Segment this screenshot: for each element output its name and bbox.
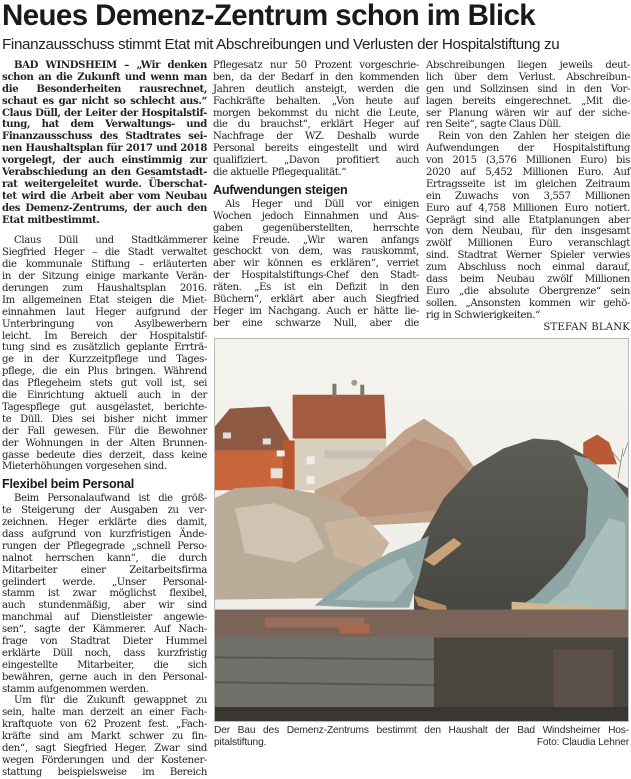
text-line: tung sind es zusätzlich geplante Errträ- xyxy=(2,342,207,354)
text-line: gasse bedeute dies derzeit, dass keine xyxy=(2,449,207,461)
text-line: Mieterhöhungen vorgesehen sind. xyxy=(2,461,167,473)
text-line: von 2015 (3,576 Millionen Euro) bis xyxy=(426,155,630,167)
text-line: der Wohnungen in der Alten Brunnen- xyxy=(2,437,207,449)
text-line: bewähren, gerne auch in den Personal- xyxy=(2,671,207,683)
text-line: stamm ist zwar möglichst flexibel, xyxy=(2,588,207,600)
text-line: stamm aufgenommen werden. xyxy=(2,683,149,695)
text-line: Claus Düll und Stadtkämmerer xyxy=(14,235,207,247)
text-line: gelindert werde. „Unser Personal- xyxy=(2,576,207,588)
text-line: Um für die Zukunft gewappnet zu xyxy=(14,695,207,707)
text-line: Euro „die absolute Obergrenze“ sein xyxy=(426,285,630,297)
text-line: Finanzausschuss des Stadtrates sei- xyxy=(2,131,207,143)
text-line: derungen zum Haushaltsplan 2016. xyxy=(2,283,207,295)
text-line: ein Zuwachs von 3,557 Millionen xyxy=(426,190,630,202)
text-line: schon an die Zukunft und wenn man xyxy=(2,71,207,83)
text-line: auch stundenmäßig, aber wir sind xyxy=(2,600,207,612)
text-line: Claus Düll, der Leiter der Hospitalstif- xyxy=(2,107,207,119)
text-line: lagen bereits eingerechnet. „Mit die- xyxy=(426,95,630,107)
text-line: qualifiziert. „Davon profitiert auch xyxy=(213,155,419,167)
text-line: ben, da der Bedarf in den kommenden xyxy=(213,71,419,83)
paragraph xyxy=(213,199,419,330)
text-line: zum Abschluss noch einmal darauf, xyxy=(426,262,630,274)
text-line: Heger im Nachgang. Auch er hätte lie- xyxy=(213,305,419,317)
article-column-2 xyxy=(213,60,419,330)
text-line: rungen der Pflegegrade „schnell Perso- xyxy=(2,540,207,552)
article-column-1 xyxy=(2,60,207,779)
text-line: der Fall gewesen. Für die Bewohner xyxy=(2,425,207,437)
text-line: frage von Stadtrat Dieter Hummel xyxy=(2,635,207,647)
text-line: die du brauchst“, erklärt Heger auf xyxy=(213,119,419,131)
text-line: kräfte sind am Markt schwer zu fin- xyxy=(2,731,207,743)
text-line: zwölf Millionen Euro veranschlagt xyxy=(426,238,630,250)
text-line: ser Planung wären wir auf der siche- xyxy=(426,107,630,119)
text-line: kraftquote von 62 Prozent fest. „Fach- xyxy=(2,719,207,731)
text-line: nen Haushaltsplan für 2017 und 2018 xyxy=(2,143,207,155)
paragraph xyxy=(213,60,419,179)
text-line: Verabschiedung an den Gesamtstadt- xyxy=(2,167,207,179)
caption-text-continued: pitalstiftung. xyxy=(214,737,267,748)
text-line: die kommunale Stiftung – erläuterten xyxy=(2,259,207,271)
text-line: ren Seite“, sagte Claus Düll. xyxy=(426,119,562,131)
text-line: Als Heger und Düll vor einigen xyxy=(225,198,419,210)
text-line: Mitarbeiter einer Zeitarbeitsfirma xyxy=(2,564,207,576)
text-line: das Pflegeheim stets gut voll ist, sei xyxy=(2,378,207,390)
text-line: morgen bekommst du nicht die Leute, xyxy=(213,107,419,119)
text-line: die aktuelle Pflegequalität.“ xyxy=(213,167,347,179)
section-heading: Flexibel beim Personal xyxy=(2,477,135,492)
text-line: tung, hat dem Verwaltungs- und xyxy=(2,119,207,131)
section-heading: Aufwendungen steigen xyxy=(213,182,348,197)
text-line: den“, sagt Siegfried Heger. Zwar sind xyxy=(2,742,207,754)
text-line: sein, halte man derzeit an einer Fach- xyxy=(2,707,207,719)
text-line: Wochen jedoch Einnahmen und Aus- xyxy=(213,210,419,222)
text-line: Beim Personalaufwand ist die größ- xyxy=(14,493,207,505)
text-line: Abschreibungen liegen jeweils deut- xyxy=(426,60,630,71)
text-line: vorgelegt, der auch einstimmig zur xyxy=(2,155,207,167)
author-byline: STEFAN BLANK xyxy=(543,321,630,333)
text-line: die Besonderheiten rausrechnet, xyxy=(2,83,207,95)
text-line: tet wird die Arbeit aber vom Neubau xyxy=(2,190,207,202)
text-line: nalnot herrschen kann“, die durch xyxy=(2,552,207,564)
text-line: pflege, die ein Plus bringen. Während xyxy=(2,366,207,378)
text-line: 2020 auf 5,452 Millionen Euro. Auf xyxy=(426,167,630,179)
text-line: te Düll. Dies sei bisher nicht immer xyxy=(2,413,207,425)
text-line: Ertragsseite ist im gleichen Zeitraum xyxy=(426,178,630,190)
text-line: BAD WINDSHEIM – „Wir denken xyxy=(14,60,207,71)
text-line: sind. Stadtrat Werner Spieler verwies xyxy=(426,250,630,262)
text-line: gaben gegenüberstellten, herrschte xyxy=(213,222,419,234)
text-line: dass aufgrund von kurzfristigen Ände- xyxy=(2,528,207,540)
article-lede xyxy=(2,60,207,226)
text-line: te Steigerung der Ausgaben zu ver- xyxy=(2,505,207,517)
text-line: eingestellte Mitarbeiter, die sich xyxy=(2,659,207,671)
text-line: die Einrichtung aktuell auch in der xyxy=(2,390,207,402)
text-line: ge in der Kurzzeitpflege und Tages- xyxy=(2,354,207,366)
text-line: erklärte Düll noch, dass kurzfristig xyxy=(2,647,207,659)
text-line: wegen Förderungen und der Kostener- xyxy=(2,754,207,766)
text-line: in der Sitzung einige markante Verän- xyxy=(2,271,207,283)
text-line: gen und Sollzinsen sind in den Vor- xyxy=(426,83,630,95)
article-subheadline: Finanzausschuss stimmt Etat mit Abschreibungen und Verlusten der Hospitalstiftung zu xyxy=(2,36,560,53)
text-line: Im allgemeinen Etat steigen die Miet- xyxy=(2,294,207,306)
text-line: Jahren deutlich ansteigt, werden die xyxy=(213,83,419,95)
text-line: der Hospitalstiftungs-Chef den Stadt- xyxy=(213,270,419,282)
text-line: einnahmen laut Heger aufgrund der xyxy=(2,306,207,318)
article-photo xyxy=(214,338,629,722)
text-line: räten. „Es ist ein Defizit in den xyxy=(213,282,419,294)
text-line: leicht. Im Bereich der Hospitalstif- xyxy=(2,330,207,342)
photo-credit: Foto: Claudia Lehner xyxy=(536,737,629,748)
paragraph xyxy=(2,695,207,778)
text-line: schaut es gar nicht so schlecht aus.“ xyxy=(2,95,207,107)
text-line: Unterbringung von Asylbewerbern xyxy=(2,318,207,330)
text-line: Etat mitbestimmt. xyxy=(2,214,100,226)
paragraph xyxy=(426,131,630,321)
text-line: Rein von den Zahlen her steigen die xyxy=(438,131,630,143)
demolition-site-image xyxy=(215,339,628,721)
text-line: Geprägt sind alle Etatplanungen aber xyxy=(426,214,630,226)
text-line: ber eine schwarze Null, aber die xyxy=(213,317,419,329)
text-line: aber wir können es erklären“, verriet xyxy=(213,258,419,270)
article-column-3 xyxy=(426,60,630,334)
text-line: Euro auf 4,758 Millionen Euro notiert. xyxy=(426,202,630,214)
text-line: stattung beispielsweise im Bereich xyxy=(2,766,207,778)
text-line: Personal bereits eingestellt und wird xyxy=(213,143,419,155)
text-line: von dem Neubau, für den insgesamt xyxy=(426,226,630,238)
text-line: Fachkräfte behalten. „Von heute auf xyxy=(213,95,419,107)
caption-text: Der Bau des Demenz-Zentrums bestimmt den Haushalt der Bad Windsheimer Hos- xyxy=(214,725,629,736)
text-line: geschockt von dem, was rauskommt, xyxy=(213,246,419,258)
text-line: sen“, sagte der Kämmerer. Auf Nach- xyxy=(2,624,207,636)
text-line: rig in Schwierigkeiten.“ xyxy=(426,309,540,321)
text-line: keine Freude. „Wir waren anfangs xyxy=(213,234,419,246)
text-line: manchmal auf Dienstleister angewie- xyxy=(2,612,207,624)
paragraph xyxy=(2,235,207,473)
text-line: des Demenz-Zentrums, der auch den xyxy=(2,202,207,214)
text-line: rat weitergeleitet wurde. Überschat- xyxy=(2,178,207,190)
text-line: sollen. „Ansonsten kommen wir gehö- xyxy=(426,297,630,309)
text-line: Tagespflege gut ausgelastet, berichte- xyxy=(2,401,207,413)
text-line: Aufwendungen der Hospitalstiftung xyxy=(426,143,630,155)
text-line: Pflegesatz nur 50 Prozent vorgeschrie- xyxy=(213,60,419,71)
text-line: Siegfried Heger – die Stadt verwaltet xyxy=(2,247,207,259)
text-line: lich über dem Verlust. Abschreibun- xyxy=(426,71,630,83)
paragraph xyxy=(2,493,207,695)
text-line: Nachfrage der WZ. Deshalb wurde xyxy=(213,131,419,143)
text-line: Büchern“, erklärt aber auch Siegfried xyxy=(213,294,419,306)
photo-caption xyxy=(214,725,629,749)
article-headline: Neues Demenz-Zentrum schon im Blick xyxy=(2,0,536,32)
paragraph xyxy=(426,60,630,131)
text-line: dass beim Neubau zwölf Millionen xyxy=(426,274,630,286)
text-line: zeichnen. Heger erklärte dies damit, xyxy=(2,517,207,529)
